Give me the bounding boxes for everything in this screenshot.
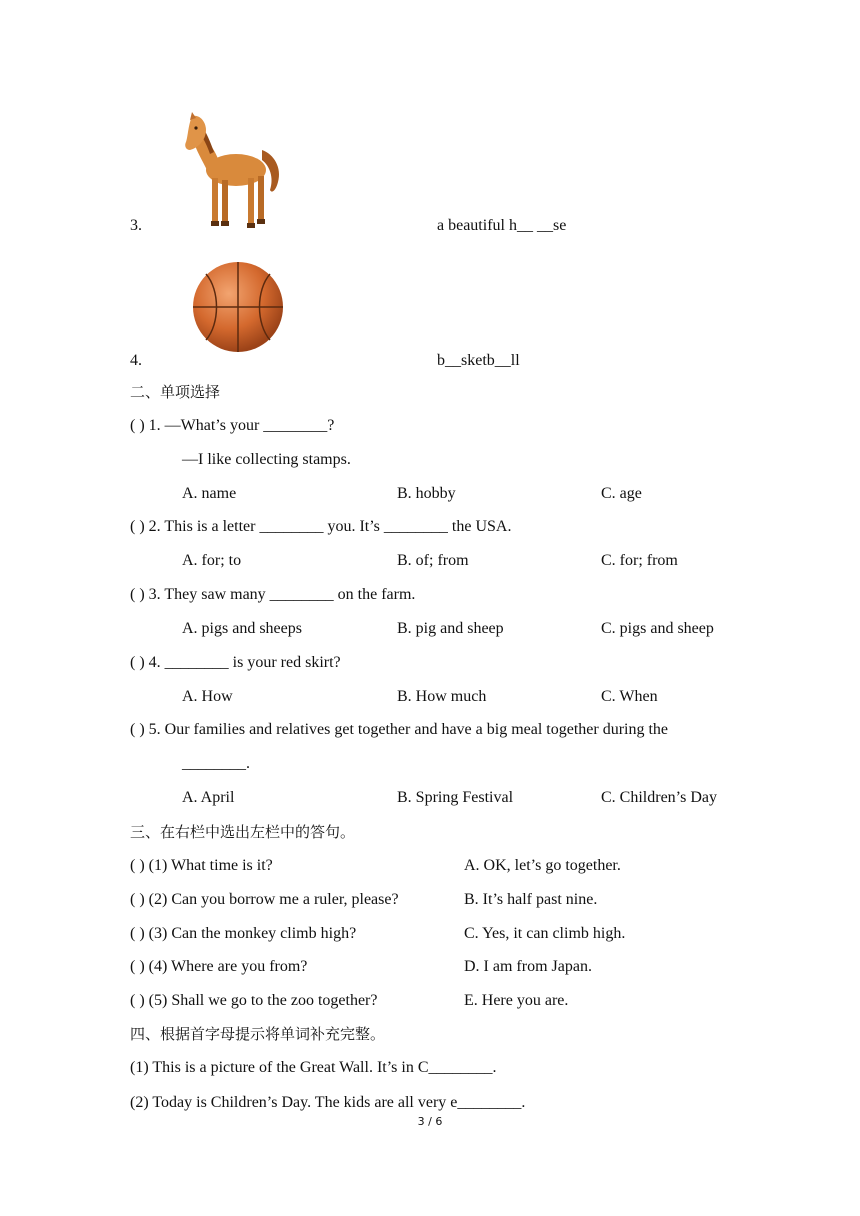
match-right-a: A. OK, let’s go together.	[464, 857, 621, 874]
basketball-illustration	[190, 260, 286, 354]
question-1-option-b: B. hobby	[397, 485, 456, 502]
question-4-option-b: B. How much	[397, 688, 487, 705]
item-4-number: 4.	[130, 352, 142, 369]
question-3-stem: ( ) 3. They saw many ________ on the farm.	[130, 586, 416, 603]
section-4-heading: 四、根据首字母提示将单词补充完整。	[130, 1025, 386, 1043]
match-right-c: C. Yes, it can climb high.	[464, 925, 626, 942]
match-right-e: E. Here you are.	[464, 992, 569, 1009]
question-1-option-c: C. age	[601, 485, 642, 502]
question-1-option-a: A. name	[182, 485, 237, 502]
match-left-4: ( ) (4) Where are you from?	[130, 958, 308, 975]
question-5-stem-line2: ________.	[182, 755, 250, 772]
fill-item-2: (2) Today is Children’s Day. The kids are all very e________.	[130, 1094, 526, 1111]
question-2-option-c: C. for; from	[601, 552, 678, 569]
question-3-option-a: A. pigs and sheeps	[182, 620, 302, 637]
item-3-number: 3.	[130, 217, 142, 234]
question-3-option-c: C. pigs and sheep	[601, 620, 714, 637]
question-4-stem: ( ) 4. ________ is your red skirt?	[130, 654, 341, 671]
question-1-stem-line2: —I like collecting stamps.	[182, 451, 351, 468]
section-2-heading: 二、单项选择	[130, 383, 221, 401]
question-5-option-c: C. Children’s Day	[601, 789, 717, 806]
match-left-5: ( ) (5) Shall we go to the zoo together?	[130, 992, 378, 1009]
match-right-d: D. I am from Japan.	[464, 958, 592, 975]
match-left-3: ( ) (3) Can the monkey climb high?	[130, 925, 357, 942]
match-left-2: ( ) (2) Can you borrow me a ruler, please?	[130, 891, 399, 908]
question-3-option-b: B. pig and sheep	[397, 620, 504, 637]
question-2-option-b: B. of; from	[397, 552, 469, 569]
question-1-stem: ( ) 1. —What’s your ________?	[130, 417, 335, 434]
fill-item-1: (1) This is a picture of the Great Wall. It’s in C________.	[130, 1059, 497, 1076]
page-number: 3 / 6	[417, 1115, 443, 1128]
question-2-stem: ( ) 2. This is a letter ________ you. It’s ________ the USA.	[130, 518, 512, 535]
question-5-option-b: B. Spring Festival	[397, 789, 514, 806]
question-2-option-a: A. for; to	[182, 552, 242, 569]
horse-illustration	[178, 108, 288, 233]
match-left-1: ( ) (1) What time is it?	[130, 857, 273, 874]
item-4-phrase: b__sketb__ll	[437, 352, 520, 369]
question-4-option-c: C. When	[601, 688, 658, 705]
match-right-b: B. It’s half past nine.	[464, 891, 598, 908]
question-4-option-a: A. How	[182, 688, 233, 705]
item-3-phrase: a beautiful h__ __se	[437, 217, 567, 234]
question-5-option-a: A. April	[182, 789, 235, 806]
question-5-stem: ( ) 5. Our families and relatives get together and have a big meal together during the	[130, 721, 669, 738]
section-3-heading: 三、在右栏中选出左栏中的答句。	[130, 823, 356, 841]
